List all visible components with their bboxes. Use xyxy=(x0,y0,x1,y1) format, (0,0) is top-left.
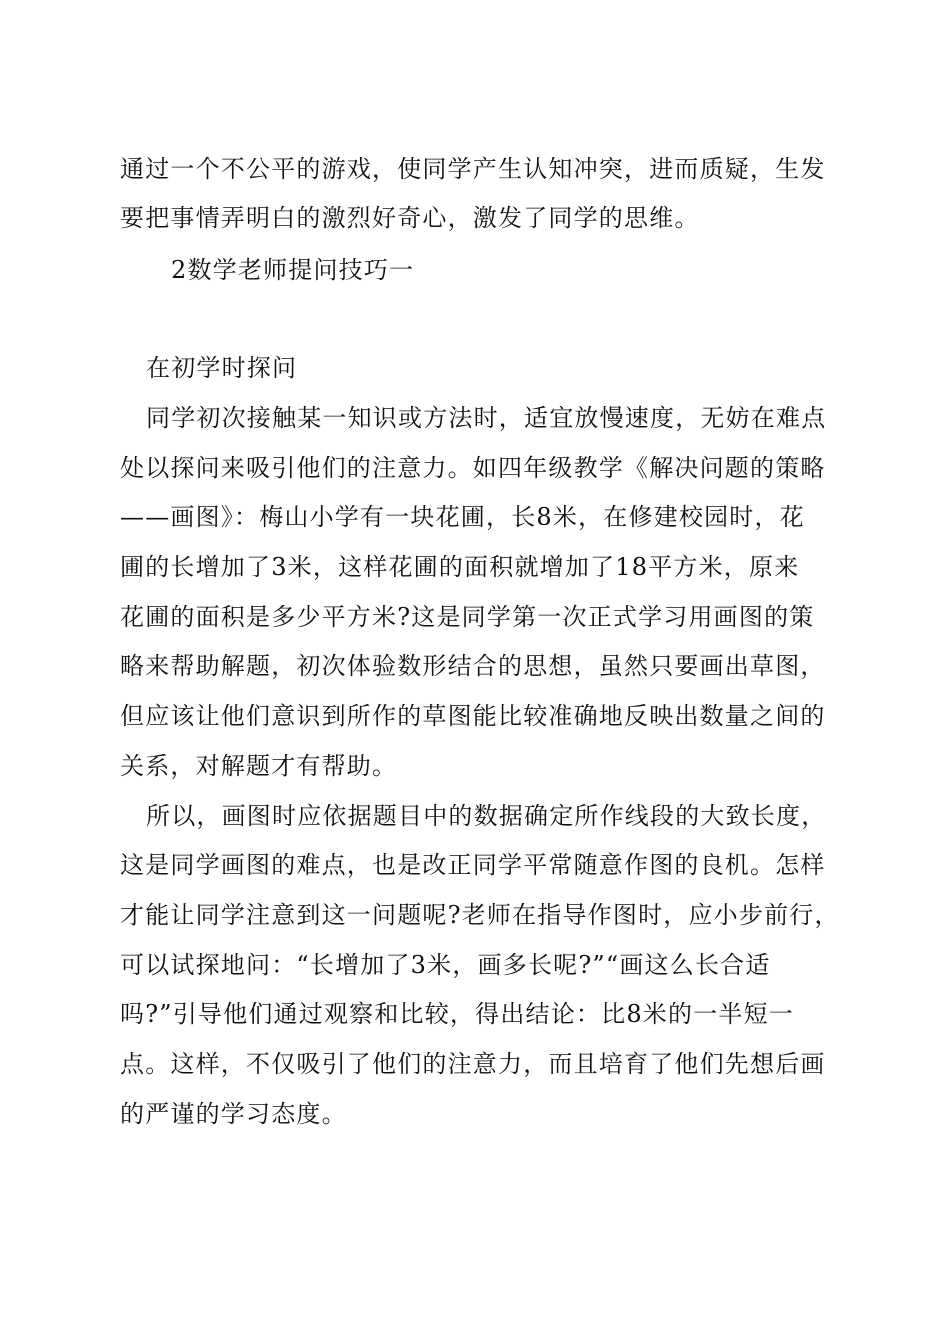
paragraph-line: 可以试探地问：“长增加了3米，画多长呢?”“画这么长合适 xyxy=(120,951,771,979)
paragraph-line: 的严谨的学习态度。 xyxy=(120,1100,347,1128)
paragraph-line: 才能让同学注意到这一问题呢?老师在指导作图时，应小步前行， xyxy=(120,901,840,929)
paragraph-line: 关系，对解题才有帮助。 xyxy=(120,752,398,780)
section-heading: 2数学老师提问技巧一 xyxy=(171,256,415,284)
paragraph-line: 点。这样，不仅吸引了他们的注意力，而且培育了他们先想后画 xyxy=(120,1050,826,1078)
paragraph-line: 吗?”引导他们通过观察和比较，得出结论：比8米的一半短一 xyxy=(120,1000,795,1028)
paragraph-line: 略来帮助解题，初次体验数形结合的思想，虽然只要画出草图， xyxy=(120,652,826,680)
paragraph-line: 所以，画图时应依据题目中的数据确定所作线段的大致长度， xyxy=(146,802,827,830)
paragraph-line: 圃的长增加了3米，这样花圃的面积就增加了18平方米，原来 xyxy=(120,553,800,581)
paragraph-line: ——画图》：梅山小学有一块花圃，长8米，在修建校园时，花 xyxy=(120,503,805,531)
paragraph-line: 但应该让他们意识到所作的草图能比较准确地反映出数量之间的 xyxy=(120,702,826,730)
paragraph-line: 花圃的面积是多少平方米?这是同学第一次正式学习用画图的策 xyxy=(120,603,815,631)
paragraph-line: 处以探问来吸引他们的注意力。如四年级教学《解决问题的策略 xyxy=(120,454,826,482)
paragraph-line: 要把事情弄明白的激烈好奇心，激发了同学的思维。 xyxy=(120,204,700,232)
subsection-heading: 在初学时探问 xyxy=(146,354,298,382)
paragraph-line: 同学初次接触某一知识或方法时，适宜放慢速度，无妨在难点 xyxy=(146,404,827,432)
paragraph-line: 这是同学画图的难点，也是改正同学平常随意作图的良机。怎样 xyxy=(120,851,826,879)
paragraph-line: 通过一个不公平的游戏，使同学产生认知冲突，进而质疑，生发 xyxy=(120,155,826,183)
